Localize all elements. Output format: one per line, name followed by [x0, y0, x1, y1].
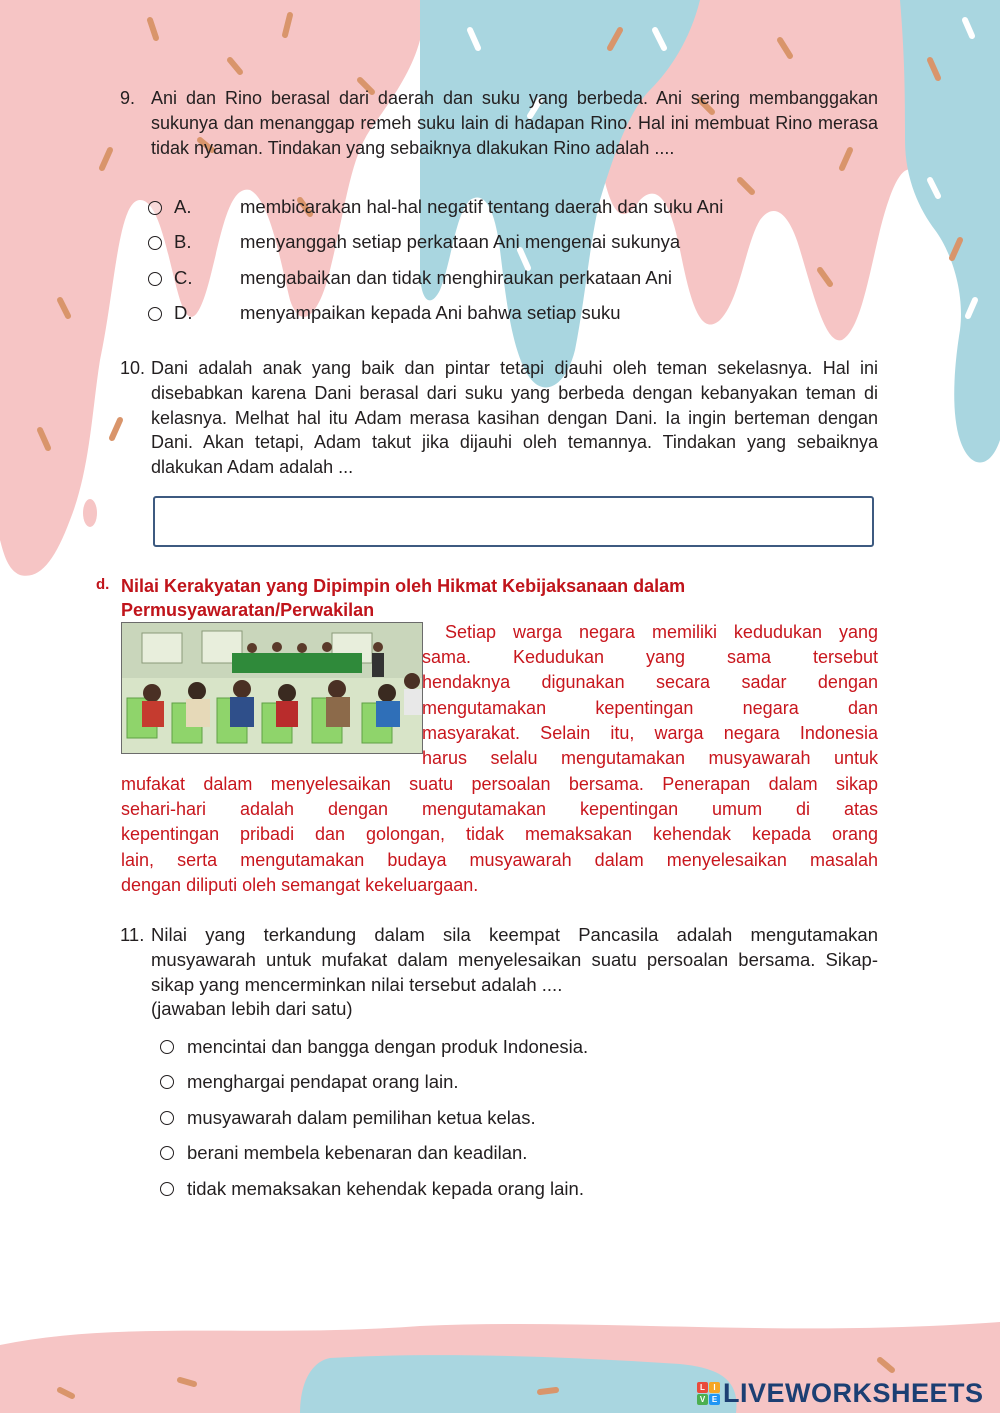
section-title-line: Nilai Kerakyatan yang Dipimpin oleh Hikmat Kebijaksanaan dalam: [121, 576, 686, 596]
paragraph-line: hendaknya digunakan secara sadar dengan: [422, 672, 878, 693]
radio-circle-icon[interactable]: [160, 1040, 174, 1054]
live-badge-icon: [697, 1382, 720, 1405]
question-10: [120, 356, 878, 480]
option-text: musyawarah dalam pemilihan ketua kelas.: [187, 1107, 536, 1128]
option-letter: D.: [174, 302, 193, 323]
option-letter: B.: [174, 231, 192, 252]
option-text: membicarakan hal-hal negatif tentang daerah dan suku Ani: [240, 196, 724, 217]
radio-circle-icon[interactable]: [148, 201, 162, 215]
badge-letter: I: [709, 1382, 720, 1393]
question-stem: Nilai yang terkandung dalam sila keempat Pancasila adalah mengutamakan musyawarah untuk mufakat dalam menyelesaikan suatu persoalan bersama. Sikap-sikap yang mencerminkan nilai tersebut adalah ....: [151, 924, 878, 995]
q10-answer-input[interactable]: [153, 496, 874, 547]
section-letter: d.: [96, 576, 110, 593]
paragraph-line: mengutamakan kepentingan negara dan: [422, 697, 878, 718]
option-letter: C.: [174, 267, 193, 288]
section-title: [121, 574, 821, 622]
question-number: 11.: [120, 924, 145, 945]
question-stem: Dani adalah anak yang baik dan pintar tetapi djauhi oleh teman sekelasnya. Hal ini disebabkan karena Dani berasal dari suku yang berbeda dengan kebanyakan teman di kelasnya. Melhat hal itu Adam merasa kasihan dengan Dani. Ia ingin berteman dengan Dani. Akan tetapi, Adam takut jika dijauhi oleh temannya. Tindakan yang sebaiknya dlakukan Adam adalah ...: [151, 358, 878, 478]
radio-circle-icon[interactable]: [160, 1075, 174, 1089]
paragraph-line: Setiap warga negara memiliki kedudukan yang: [445, 622, 878, 642]
paragraph-line: lain, serta mengutamakan budaya musyawarah dalam menyelesaikan masalah: [121, 849, 878, 870]
radio-circle-icon[interactable]: [160, 1182, 174, 1196]
option-text: tidak memaksakan kehendak kepada orang lain.: [187, 1178, 584, 1199]
radio-circle-icon[interactable]: [160, 1146, 174, 1160]
question-11: [120, 923, 878, 1022]
option-letter: A.: [174, 196, 192, 217]
radio-circle-icon[interactable]: [148, 272, 162, 286]
paragraph-line: masyarakat. Selain itu, warga negara Indonesia: [422, 722, 878, 743]
question-note: (jawaban lebih dari satu): [151, 998, 353, 1020]
option-text: menyampaikan kepada Ani bahwa setiap suku: [240, 302, 621, 323]
question-9: [120, 86, 878, 160]
paragraph-line: harus selalu mengutamakan musyawarah untuk: [422, 748, 878, 769]
paragraph-line: kepentingan pribadi dan golongan, tidak memaksakan kehendak kepada orang: [121, 824, 878, 845]
option-text: menghargai pendapat orang lain.: [187, 1071, 459, 1092]
radio-circle-icon[interactable]: [148, 307, 162, 321]
paragraph-line: dengan diliputi oleh semangat kekeluargaan.: [121, 874, 479, 895]
question-number: 10.: [120, 358, 146, 378]
meeting-illustration: [121, 622, 423, 754]
option-text: mencintai dan bangga dengan produk Indonesia.: [187, 1036, 589, 1057]
option-text: mengabaikan dan tidak menghiraukan perkataan Ani: [240, 267, 672, 288]
badge-letter: L: [697, 1382, 708, 1393]
question-number: 9.: [120, 88, 136, 108]
badge-letter: E: [709, 1394, 720, 1405]
option-text: berani membela kebenaran dan keadilan.: [187, 1142, 528, 1163]
radio-circle-icon[interactable]: [160, 1111, 174, 1125]
logo-wordmark: LIVEWORKSHEETS: [723, 1377, 984, 1408]
question-stem: Ani dan Rino berasal dari daerah dan suku yang berbeda. Ani sering membanggakan sukunya dan menanggap remeh suku lain di hadapan Rino. Hal ini membuat Rino merasa tidak nyaman. Tindakan yang sebaiknya dlakukan Rino adalah ....: [151, 88, 878, 158]
radio-circle-icon[interactable]: [148, 236, 162, 250]
paragraph-line: sehari-hari adalah dengan mengutamakan kepentingan umum di atas: [121, 799, 878, 820]
section-title-line: Permusyawaratan/Perwakilan: [121, 600, 375, 620]
section-paragraph-full: [121, 772, 878, 898]
paragraph-line: mufakat dalam menyelesaikan suatu persoalan bersama. Penerapan dalam sikap: [121, 774, 878, 794]
liveworksheets-logo[interactable]: [697, 1377, 984, 1409]
section-paragraph-side: [422, 620, 878, 771]
paragraph-line: sama. Kedudukan yang sama tersebut: [422, 647, 878, 668]
option-text: menyanggah setiap perkataan Ani mengenai sukunya: [240, 231, 681, 252]
badge-letter: V: [697, 1394, 708, 1405]
